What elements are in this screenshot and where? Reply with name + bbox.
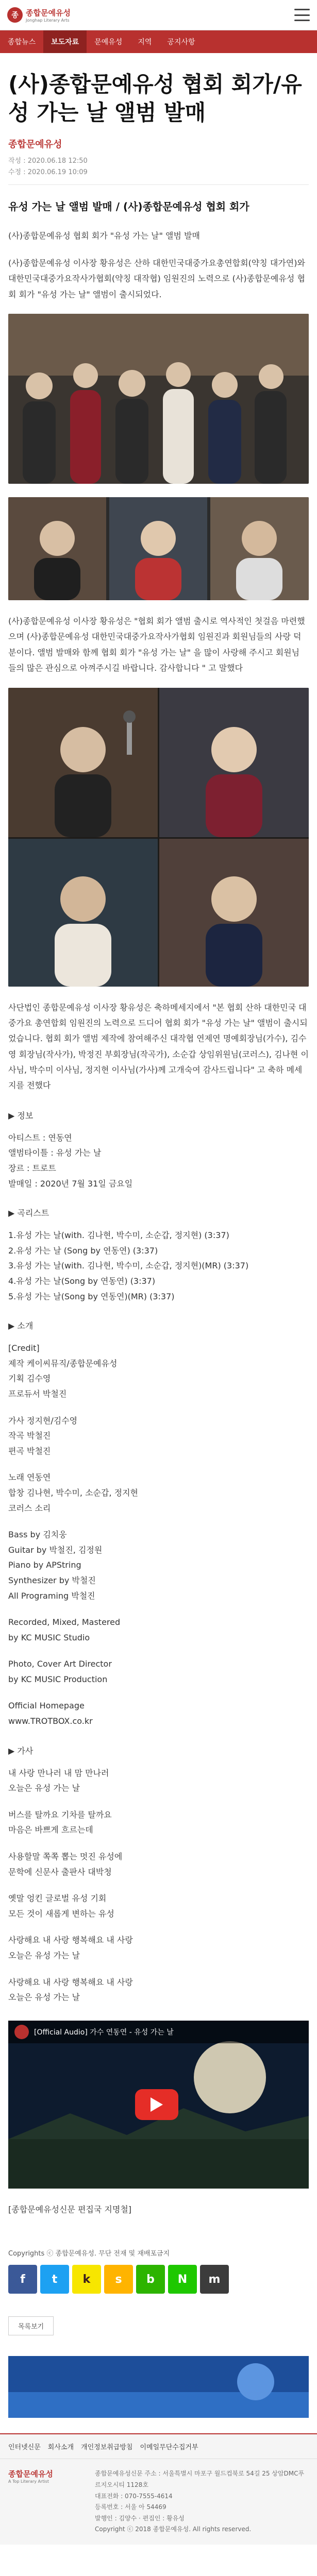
video-title-bar — [8, 2021, 309, 2043]
twitter-share-icon[interactable]: t — [40, 2265, 69, 2294]
naver-blog-share-icon[interactable]: b — [136, 2265, 165, 2294]
share-buttons — [8, 2265, 309, 2294]
ad-banner[interactable] — [8, 2356, 309, 2418]
credit-line: 작곡 박철진 — [8, 1431, 51, 1441]
nav-item-literary[interactable]: 문예유성 — [94, 38, 123, 46]
intro-heading: ▶ 소개 — [8, 1321, 34, 1331]
footer-link[interactable]: 개인정보취급방침 — [81, 2444, 133, 2452]
info-line: 장르 : 트로트 — [8, 1163, 56, 1174]
article-photo-recording — [8, 688, 309, 987]
paragraph: (사)종합문예유성 이사장 황유성은 "협회 회가 앨범 출시로 역사적인 첫걸음 마련했으며 (사)종합문예유성 대한민국대중가요작사가협회 임원진과 회원님들의 사랑 덕분이다. 앨범 발매와 함께 협회 회가 "유성 가는 날" 을 많이 사랑해 주시고 회원님 들의 많은 관심으로 아껴주시길 바랍니다. 감사합니다 " 고 말했다 — [8, 616, 305, 673]
credit-line: 기획 김수영 — [8, 1374, 51, 1384]
tracklist-heading: ▶ 곡리스트 — [8, 1208, 49, 1218]
credit-line: 가사 정지현/김수영 — [8, 1415, 78, 1426]
credit-line: 노래 연동연 — [8, 1472, 51, 1483]
lyric-line: 오늘은 유성 가는 날 — [8, 1783, 80, 1793]
lyric-line: 사용할말 쪽쪽 뽑는 멋진 유성에 — [8, 1852, 123, 1862]
article-headline: (사)종합문예유성 협회 회가/유성 가는 날 앨범 발매 — [8, 72, 302, 125]
footer-link[interactable]: 회사소개 — [47, 2444, 74, 2452]
homepage-link[interactable]: www.TROTBOX.co.kr — [8, 1716, 93, 1726]
footer-link[interactable]: 이메일무단수집거부 — [140, 2444, 198, 2452]
lyric-line: 사랑해요 내 사랑 행복해요 내 사랑 — [8, 1935, 133, 1945]
footer-link[interactable]: 인터넷신문 — [8, 2444, 41, 2452]
credit-line: by KC MUSIC Production — [8, 1674, 108, 1684]
track-item: 1.유성 가는 날(with. 김나현, 박수미, 소순갑, 정지현) (3:37) — [8, 1230, 229, 1241]
lyrics-heading: ▶ 가사 — [8, 1745, 34, 1756]
article-photo-portraits — [8, 497, 309, 600]
site-footer — [0, 2433, 317, 2545]
main-nav — [0, 30, 317, 53]
credit-line: Synthesizer by 박철진 — [8, 1575, 96, 1585]
date-written: 작성 : 2020.06.18 12:50 — [8, 157, 88, 165]
footer-logo: 종합문예유성 A Top Literary Artist — [8, 2469, 53, 2484]
info-line: 앨범타이틀 : 유성 가는 날 — [8, 1148, 102, 1158]
play-icon[interactable] — [135, 2089, 178, 2120]
credit-line: Recorded, Mixed, Mastered — [8, 1617, 121, 1628]
copyright-notice: Copyrights ⓒ 종합문예유성. 무단 전재 및 재배포금지 — [8, 2250, 170, 2258]
article-byline — [8, 156, 309, 185]
article-photo-group — [8, 314, 309, 484]
channel-avatar — [14, 2025, 29, 2039]
lyric-line: 버스를 탈까요 기차를 탈까요 — [8, 1809, 112, 1820]
credit-line: Piano by APString — [8, 1560, 81, 1570]
credit-line: Guitar by 박철진, 김정원 — [8, 1545, 103, 1555]
track-item: 5.유성 가는 날(Song by 연동연)(MR) (3:37) — [8, 1291, 175, 1301]
lyric-line: 마음은 바쁘게 흐르는데 — [8, 1825, 93, 1835]
youtube-embed[interactable] — [8, 2021, 309, 2189]
lyric-line: 오늘은 유성 가는 날 — [8, 1992, 80, 2003]
paragraph: (사)종합문예유성 이사장 황유성은 산하 대한민국대중가요총연합회(약칭 대가연)와 대한민국대중가요작사가협회(약칭 대작협) 임원진의 노력으로 (사)종합문예유성 협회 회가 "유성 가는 날" 앨범이 출시되었다. — [8, 258, 305, 299]
track-item: 4.유성 가는 날(Song by 연동연) (3:37) — [8, 1276, 156, 1286]
article-subtitle: 유성 가는 날 앨범 발매 / (사)종합문예유성 협회 회가 — [8, 200, 249, 213]
paragraph: 사단법인 종합문예유성 이사장 황유성은 축하메세지에서 "본 협회 산하 대한민국 대중가요 총연합회 임원진의 노력으로 드디어 협회 회가 "유성 가는 날" 앨범이 출시되었습니다. 협회 회가 앨범 제작에 참여해주신 대작협 연제연 명예회장님(가수), 김수영 회장님(작사가), 박정진 부회장님(작곡가), 소순갑 상임위원님(코러스), 김나현 이사님, 박수미 이사님, 정지현 이사님(가사)께 고개숙여 감사드립니다" 고 축하 메세지를 전했다 — [8, 1002, 309, 1091]
footer-links — [0, 2434, 317, 2459]
logo-mark: 종 — [7, 7, 23, 23]
paragraph: (사)종합문예유성 협회 회가 "유성 가는 날" 앨범 발매 — [8, 231, 200, 241]
kakaostory-share-icon[interactable]: s — [104, 2265, 133, 2294]
facebook-share-icon[interactable]: f — [8, 2265, 37, 2294]
info-line: 발매일 : 2020년 7월 31일 금요일 — [8, 1178, 133, 1189]
lyric-line: 모든 것이 새롭게 변하는 유성 — [8, 1908, 114, 1919]
credit-line: 제작 케이씨뮤직/종합문예유성 — [8, 1358, 118, 1368]
back-to-list-button[interactable]: 목록보기 — [8, 2316, 54, 2335]
lyric-line: 오늘은 유성 가는 날 — [8, 1951, 80, 1960]
site-logo[interactable] — [7, 7, 71, 23]
credit-line: All Programing 박철진 — [8, 1590, 95, 1601]
lyric-line: 내 사랑 만나러 내 맘 만나러 — [8, 1768, 109, 1778]
date-modified: 수정 : 2020.06.19 10:09 — [8, 168, 88, 177]
track-item: 3.유성 가는 날(with. 김나현, 박수미, 소순갑, 정지현)(MR) (3:37) — [8, 1261, 249, 1271]
footer-body — [0, 2459, 317, 2545]
credit-line: [Credit] — [8, 1343, 40, 1353]
article-source: [종합문예유성신문 편집국 지명철] — [8, 2204, 132, 2214]
credit-line: 편곡 박철진 — [8, 1446, 51, 1456]
credit-line: 코러스 소리 — [8, 1503, 51, 1513]
logo-text: 종합문예유성 — [26, 8, 71, 18]
nav-item-press[interactable]: 보도자료 — [43, 30, 87, 53]
top-bar — [0, 0, 317, 30]
hamburger-menu-icon[interactable] — [294, 9, 310, 21]
email-share-icon[interactable]: m — [200, 2265, 229, 2294]
credit-line: by KC MUSIC Studio — [8, 1632, 90, 1642]
credit-line: Photo, Cover Art Director — [8, 1659, 112, 1669]
lyric-line: 옛말 엉킨 글로벌 유성 기회 — [8, 1893, 107, 1904]
credit-line: Official Homepage — [8, 1701, 85, 1711]
track-item: 2.유성 가는 날 (Song by 연동연) (3:37) — [8, 1245, 158, 1256]
credit-line: 프로듀서 박철진 — [8, 1388, 67, 1399]
nav-item-news[interactable]: 종합뉴스 — [8, 38, 36, 46]
lyric-line: 사랑해요 내 사랑 행복해요 내 사랑 — [8, 1977, 133, 1987]
credit-line: 합창 김나현, 박수미, 소순갑, 정지현 — [8, 1487, 138, 1498]
naver-band-share-icon[interactable]: N — [168, 2265, 197, 2294]
info-heading: ▶ 정보 — [8, 1110, 34, 1121]
section-label[interactable]: 종합문예유성 — [8, 139, 62, 150]
video-title[interactable]: [Official Audio] 가수 연동연 - 유성 가는 날 — [34, 2028, 174, 2037]
logo-subtitle: Jonghap Literary Arts — [26, 18, 70, 23]
lyric-line: 문학에 신문사 출판사 대박청 — [8, 1867, 112, 1877]
credit-line: Bass by 김치웅 — [8, 1530, 67, 1540]
nav-item-notice[interactable]: 공지사항 — [167, 38, 195, 46]
article-body — [0, 53, 317, 2356]
nav-item-region[interactable]: 지역 — [138, 38, 152, 46]
info-line: 아티스트 : 연동연 — [8, 1132, 72, 1143]
footer-info: 종합문예유성신문 주소 : 서울특별시 마포구 월드컵북로 54길 25 상암DMC푸르지오시티 1128호 대표전화 : 070-7555-4614 등록번호 : 서울 아 54469 발행인 : 김양수 · 편집인 : 황유성 Copyright ⓒ 2018 종합문예유성. All rights reserved. — [95, 2470, 305, 2533]
kakaotalk-share-icon[interactable]: k — [72, 2265, 101, 2294]
